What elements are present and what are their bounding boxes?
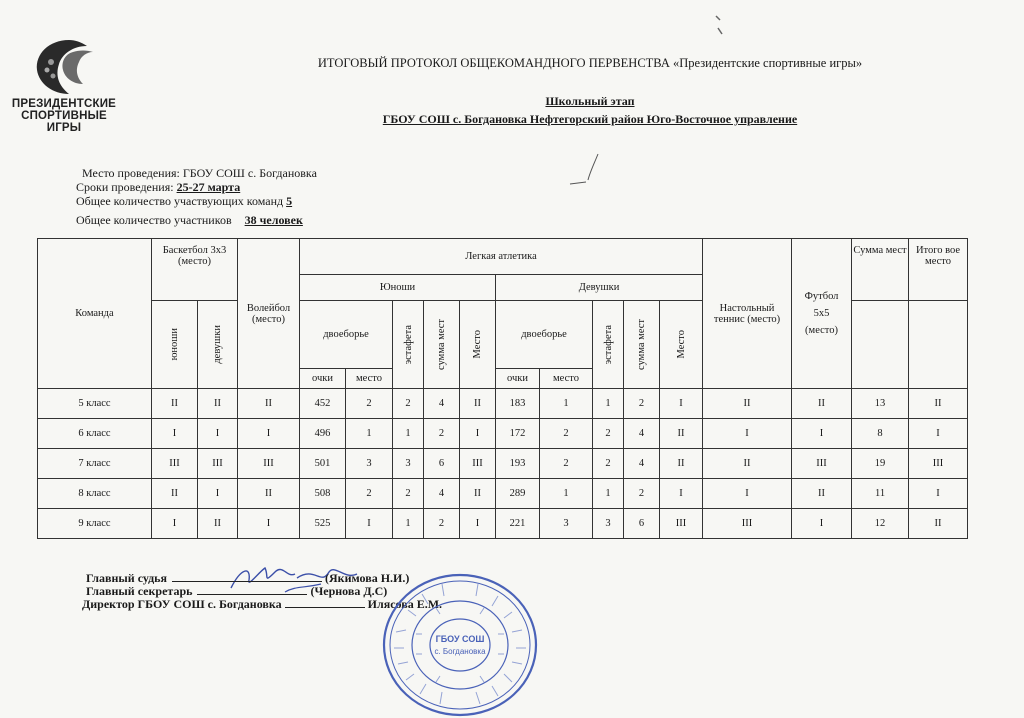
secretary-line — [197, 594, 307, 595]
cell-points-b: 508 — [300, 479, 346, 509]
cell-sum-b: 2 — [424, 509, 460, 539]
header-sum-blank — [852, 301, 909, 389]
cell-place-b: I — [460, 509, 496, 539]
table-row — [38, 449, 968, 479]
cell-relay-g: 3 — [593, 509, 624, 539]
logo-text: ПРЕЗИДЕНТСКИЕ СПОРТИВНЫЕ ИГРЫ — [11, 98, 117, 134]
participants-value: 38 человек — [244, 213, 303, 227]
cell-place-g: II — [660, 449, 703, 479]
cell-bb-boys: III — [152, 449, 198, 479]
scan-mark — [560, 150, 610, 190]
header-girls: Девушки — [496, 275, 703, 301]
director-line — [285, 607, 365, 608]
cell-team: 5 класс — [38, 389, 152, 419]
cell-sum: 12 — [852, 509, 909, 539]
cell-team: 6 класс — [38, 419, 152, 449]
header-football: Футбол 5х5 (место) — [792, 239, 852, 389]
cell-relay-b: 3 — [393, 449, 424, 479]
cell-rank-g: 3 — [540, 509, 593, 539]
cell-relay-g: 1 — [593, 479, 624, 509]
stamp-center-2: с. Богдановка — [434, 647, 486, 656]
cell-relay-g: 2 — [593, 419, 624, 449]
table-row — [38, 479, 968, 509]
judge-label: Главный судья — [86, 571, 168, 585]
cell-sum-b: 4 — [424, 479, 460, 509]
stage-title: Школьный этап — [545, 94, 635, 108]
table-row — [38, 509, 968, 539]
cell-total: III — [909, 449, 968, 479]
header-sum: Сумма мест — [852, 239, 909, 301]
cell-rank-b: 2 — [346, 479, 393, 509]
cell-relay-b: 1 — [393, 419, 424, 449]
dates-value: 25-27 марта — [176, 180, 241, 194]
cell-tennis: II — [703, 389, 792, 419]
header-sum-boys: сумма мест — [424, 301, 460, 389]
cell-football: I — [792, 509, 852, 539]
cell-points-g: 221 — [496, 509, 540, 539]
header-bb-boys: юноши — [152, 301, 198, 389]
venue: Место проведения: ГБОУ СОШ с. Богдановка — [82, 166, 317, 180]
stage-block — [200, 94, 980, 130]
cell-relay-g: 1 — [593, 389, 624, 419]
cell-relay-g: 2 — [593, 449, 624, 479]
cell-tennis: I — [703, 479, 792, 509]
director-label: Директор ГБОУ СОШ с. Богдановка — [82, 597, 282, 611]
header-points-girls: очки — [496, 369, 540, 389]
cell-points-g: 183 — [496, 389, 540, 419]
cell-bb-boys: I — [152, 419, 198, 449]
cell-points-b: 452 — [300, 389, 346, 419]
cell-bb-boys: I — [152, 509, 198, 539]
cell-bb-girls: III — [198, 449, 238, 479]
cell-volleyball: I — [238, 509, 300, 539]
cell-total: I — [909, 479, 968, 509]
cell-rank-g: 1 — [540, 389, 593, 419]
header-bb-girls: девушки — [198, 301, 238, 389]
cell-sum-b: 2 — [424, 419, 460, 449]
judge-name: (Якимова Н.И.) — [325, 571, 410, 585]
cell-points-b: 496 — [300, 419, 346, 449]
cell-football: II — [792, 389, 852, 419]
cell-sum: 19 — [852, 449, 909, 479]
cell-sum: 8 — [852, 419, 909, 449]
cell-volleyball: II — [238, 389, 300, 419]
judge-line — [172, 581, 322, 582]
header-volleyball: Волейбол (место) — [238, 239, 300, 389]
director-name: Илясова Е.М. — [367, 597, 443, 611]
secretary-label: Главный секретарь — [86, 584, 193, 598]
cell-total: II — [909, 509, 968, 539]
protocol-title: ИТОГОВЫЙ ПРОТОКОЛ ОБЩЕКОМАНДНОГО ПЕРВЕНСТВА «Президентские спортивные игры» — [317, 56, 863, 70]
cell-points-g: 172 — [496, 419, 540, 449]
cell-tennis: II — [703, 449, 792, 479]
cell-rank-b: 1 — [346, 419, 393, 449]
scan-dot — [710, 12, 730, 42]
header-athletics: Легкая атлетика — [300, 239, 703, 275]
event-info — [76, 166, 317, 227]
cell-rank-g: 1 — [540, 479, 593, 509]
cell-tennis: I — [703, 419, 792, 449]
cell-bb-girls: II — [198, 509, 238, 539]
participants-label: Общее количество участников — [76, 213, 232, 227]
results-body — [38, 389, 968, 539]
cell-sum-g: 4 — [624, 419, 660, 449]
cell-sum-g: 2 — [624, 479, 660, 509]
header-total: Итого вое место — [909, 239, 968, 301]
cell-place-g: I — [660, 479, 703, 509]
cell-bb-boys: II — [152, 479, 198, 509]
header-rank-girls: место — [540, 369, 593, 389]
cell-sum-g: 2 — [624, 389, 660, 419]
header-team: Команда — [38, 239, 152, 389]
cell-team: 8 класс — [38, 479, 152, 509]
header-points-boys: очки — [300, 369, 346, 389]
cell-relay-b: 2 — [393, 479, 424, 509]
cell-rank-g: 2 — [540, 449, 593, 479]
logo — [8, 36, 120, 134]
cell-place-b: II — [460, 479, 496, 509]
secretary-name: (Чернова Д.С) — [310, 584, 388, 598]
cell-bb-girls: I — [198, 419, 238, 449]
cell-football: I — [792, 419, 852, 449]
official-stamp — [380, 572, 540, 718]
cell-bb-girls: I — [198, 479, 238, 509]
cell-relay-b: 2 — [393, 389, 424, 419]
cell-relay-b: 1 — [393, 509, 424, 539]
header-duathlon-girls: двоеборье — [496, 301, 593, 369]
cell-volleyball: III — [238, 449, 300, 479]
teams-value: 5 — [286, 194, 293, 208]
torch-logo-icon — [29, 36, 99, 98]
table-row — [38, 389, 968, 419]
cell-points-g: 193 — [496, 449, 540, 479]
cell-place-g: II — [660, 419, 703, 449]
header-relay-girls: эстафета — [593, 301, 624, 389]
cell-rank-g: 2 — [540, 419, 593, 449]
table-row — [38, 419, 968, 449]
cell-rank-b: 3 — [346, 449, 393, 479]
cell-points-b: 525 — [300, 509, 346, 539]
cell-tennis: III — [703, 509, 792, 539]
cell-bb-girls: II — [198, 389, 238, 419]
cell-points-g: 289 — [496, 479, 540, 509]
cell-points-b: 501 — [300, 449, 346, 479]
header-relay-boys: эстафета — [393, 301, 424, 389]
header-boys: Юноши — [300, 275, 496, 301]
cell-football: II — [792, 479, 852, 509]
cell-total: I — [909, 419, 968, 449]
results-table — [37, 238, 968, 539]
cell-bb-boys: II — [152, 389, 198, 419]
cell-place-b: I — [460, 419, 496, 449]
cell-total: II — [909, 389, 968, 419]
cell-sum-b: 6 — [424, 449, 460, 479]
cell-sum-g: 4 — [624, 449, 660, 479]
header-sum-girls: сумма мест — [624, 301, 660, 389]
cell-team: 9 класс — [38, 509, 152, 539]
cell-team: 7 класс — [38, 449, 152, 479]
cell-sum: 11 — [852, 479, 909, 509]
cell-rank-b: I — [346, 509, 393, 539]
cell-place-b: III — [460, 449, 496, 479]
dates-label: Сроки проведения: — [76, 180, 174, 194]
cell-volleyball: I — [238, 419, 300, 449]
school-title: ГБОУ СОШ с. Богдановка Нефтегорский район Юго-Восточное управление — [382, 112, 798, 126]
header-place-boys: Место — [460, 301, 496, 389]
header-tennis: Настольный теннис (место) — [703, 239, 792, 389]
cell-volleyball: II — [238, 479, 300, 509]
cell-place-g: I — [660, 389, 703, 419]
header-basketball: Баскетбол 3х3 (место) — [152, 239, 238, 301]
header-duathlon-boys: двоеборье — [300, 301, 393, 369]
cell-rank-b: 2 — [346, 389, 393, 419]
stamp-center-1: ГБОУ СОШ — [435, 634, 485, 644]
header-rank-boys: место — [346, 369, 393, 389]
cell-place-b: II — [460, 389, 496, 419]
header-place-girls: Место — [660, 301, 703, 389]
cell-sum-b: 4 — [424, 389, 460, 419]
cell-football: III — [792, 449, 852, 479]
cell-place-g: III — [660, 509, 703, 539]
cell-sum-g: 6 — [624, 509, 660, 539]
teams-label: Общее количество участвующих команд — [76, 194, 284, 208]
header-total-blank — [909, 301, 968, 389]
cell-sum: 13 — [852, 389, 909, 419]
